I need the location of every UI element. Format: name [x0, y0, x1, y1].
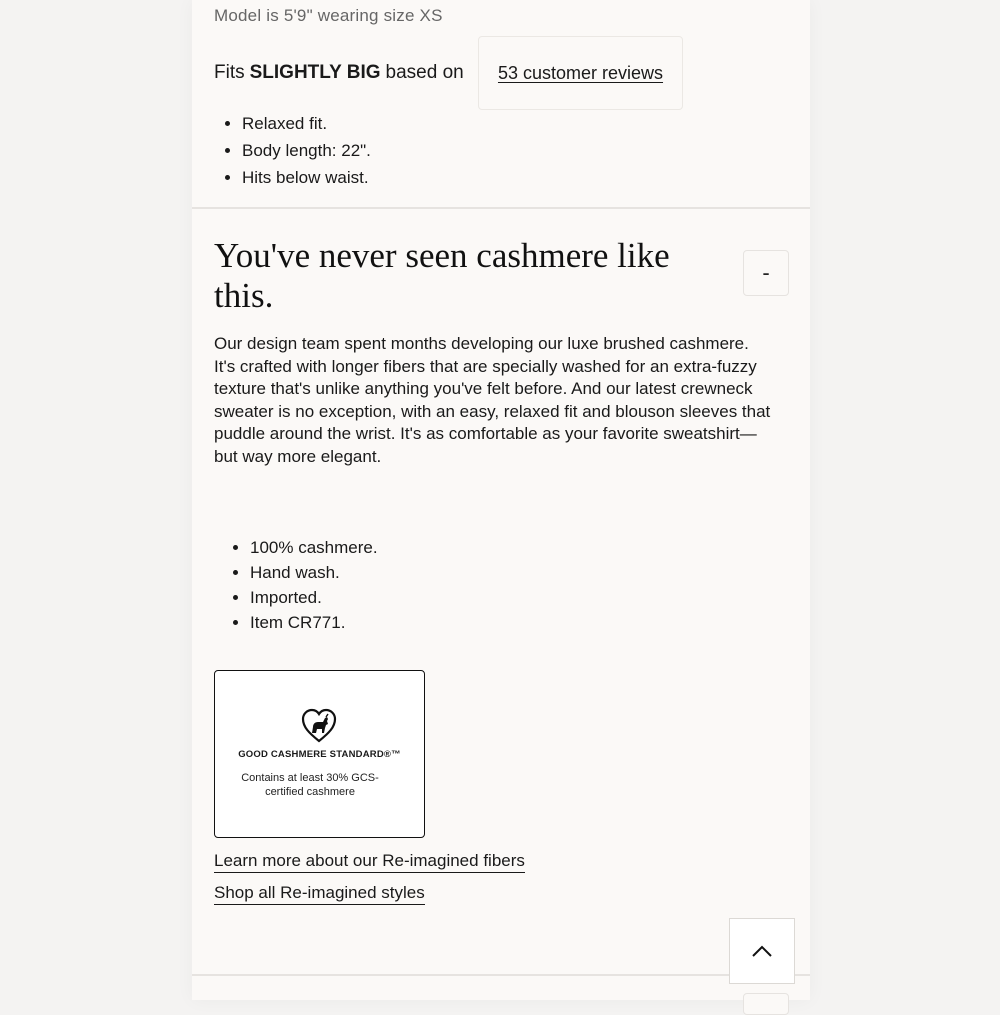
- fit-value: SLIGHTLY BIG: [249, 62, 381, 83]
- section-title: You've never seen cashmere like this.: [214, 236, 670, 315]
- learn-more-fibers-link[interactable]: Learn more about our Re-imagined fibers: [214, 850, 525, 873]
- product-specs-list: [222, 535, 378, 635]
- section-divider: [192, 974, 810, 976]
- model-size-note: Model is 5'9" wearing size XS: [214, 6, 443, 25]
- list-item: • Item CR771.: [250, 610, 378, 635]
- list-item: • Imported.: [250, 585, 378, 610]
- fit-prefix: Fits: [214, 62, 245, 83]
- goat-heart-icon: [301, 708, 337, 744]
- back-to-top-button[interactable]: [729, 918, 795, 984]
- list-item: • Body length: 22".: [242, 137, 371, 164]
- fit-details-list: [214, 110, 371, 191]
- next-section-toggle-button[interactable]: [743, 993, 789, 1015]
- fit-summary: [214, 36, 464, 110]
- list-item: • 100% cashmere.: [250, 535, 378, 560]
- product-description: Our design team spent months developing our luxe brushed cashmere. It's crafted with longer fibers that are specially washed for an extra-fuzzy texture that's unlike anything you've felt before. And our latest crewneck sweater is no exception, with an easy, relaxed fit and blouson sleeves that puddle around the wrist. It's as comfortable as your favorite sweatshirt—but way more elegant.: [214, 334, 771, 466]
- customer-reviews-link[interactable]: 53 customer reviews: [497, 62, 664, 83]
- section-divider: [192, 207, 810, 209]
- list-item: • Hand wash.: [250, 560, 378, 585]
- customer-reviews-button[interactable]: [478, 36, 683, 110]
- shop-reimagined-link[interactable]: Shop all Re-imagined styles: [214, 882, 425, 905]
- list-item: • Hits below waist.: [242, 164, 371, 191]
- collapse-section-button[interactable]: [743, 250, 789, 296]
- product-details-panel: [192, 0, 810, 1000]
- chevron-up-icon: [751, 944, 773, 958]
- certification-note: Contains at least 30% GCS-certified cashmere: [241, 772, 379, 798]
- fit-suffix: based on: [385, 62, 464, 83]
- certification-name: GOOD CASHMERE STANDARD®™: [238, 749, 401, 760]
- list-item: • Relaxed fit.: [242, 110, 371, 137]
- minus-icon: -: [762, 260, 770, 285]
- certification-card: [214, 670, 425, 838]
